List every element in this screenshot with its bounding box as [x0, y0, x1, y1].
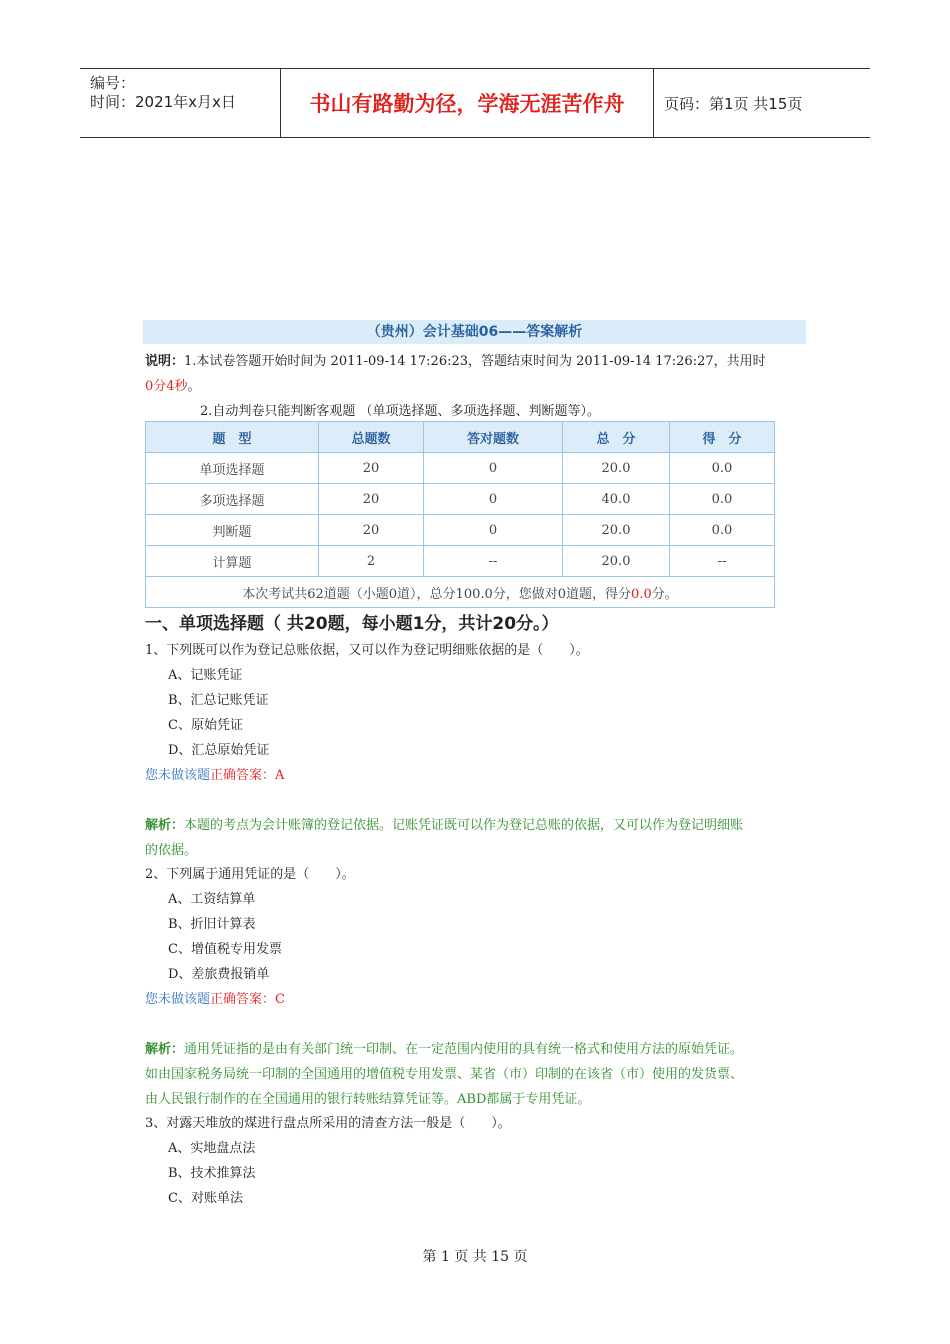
analysis-line: 的依据。 — [145, 843, 198, 858]
col-header-score: 得 分 — [670, 422, 775, 453]
cell: 0.0 — [670, 484, 775, 515]
option: A、工资结算单 — [168, 892, 256, 907]
cell: 计算题 — [146, 546, 319, 577]
option: B、汇总记账凭证 — [168, 693, 269, 708]
summary-text: 本次考试共62道题（小题0道），总分100.0分，您做对0道题，得分 — [242, 586, 632, 602]
note-1-end: 。 — [187, 379, 201, 394]
header-meta — [80, 69, 281, 137]
table-header-row — [146, 422, 775, 453]
note-line-1 — [145, 350, 766, 369]
motto: 书山有路勤为径，学海无涯苦作舟 — [281, 69, 654, 137]
not-done-label: 您未做该题 — [145, 768, 211, 783]
document-title: （贵州）会计基础06——答案解析 — [143, 320, 806, 344]
option: C、对账单法 — [168, 1191, 243, 1206]
cell: 0.0 — [670, 515, 775, 546]
analysis-line — [145, 814, 743, 833]
col-header-total-score: 总 分 — [563, 422, 670, 453]
table-row — [146, 484, 775, 515]
cell: 20 — [319, 515, 424, 546]
analysis-line: 由人民银行制作的在全国通用的银行转账结算凭证等。ABD都属于专用凭证。 — [145, 1092, 591, 1107]
cell: -- — [670, 546, 775, 577]
analysis-label: 解析： — [145, 1042, 185, 1057]
note-line-2: 2.自动判卷只能判断客观题 （单项选择题、多项选择题、判断题等）。 — [200, 404, 601, 419]
summary-score: 0.0 — [631, 586, 652, 602]
table-row — [146, 515, 775, 546]
cell: 判断题 — [146, 515, 319, 546]
option: D、汇总原始凭证 — [168, 743, 270, 758]
analysis-text: 通用凭证指的是由有关部门统一印制、在一定范围内使用的具有统一格式和使用方法的原始凭证。 — [184, 1042, 744, 1057]
cell: 40.0 — [563, 484, 670, 515]
score-table — [145, 421, 775, 608]
question-3: 3、对露天堆放的煤进行盘点所采用的清查方法一般是（ ）。 — [145, 1116, 511, 1131]
option: A、实地盘点法 — [168, 1141, 256, 1156]
elapsed-time: 0分4秒 — [145, 379, 188, 394]
answer-line — [145, 988, 285, 1007]
col-header-type: 题 型 — [146, 422, 319, 453]
cell: 20.0 — [563, 515, 670, 546]
cell: 20 — [319, 484, 424, 515]
cell: 20.0 — [563, 546, 670, 577]
note-prefix: 说明： — [145, 354, 185, 369]
analysis-label: 解析： — [145, 818, 185, 833]
option: C、增值税专用发票 — [168, 942, 282, 957]
cell: -- — [424, 546, 563, 577]
cell: 20 — [319, 453, 424, 484]
question-1: 1、下列既可以作为登记总账依据，又可以作为登记明细账依据的是（ ）。 — [145, 643, 589, 658]
answer-line — [145, 764, 284, 783]
page-header — [80, 68, 870, 138]
note-line-1b — [145, 375, 201, 394]
summary-end: 分。 — [651, 586, 678, 602]
option: C、原始凭证 — [168, 718, 243, 733]
time-label: 时间：2021年x月x日 — [90, 93, 236, 111]
cell: 0.0 — [670, 453, 775, 484]
col-header-total-count: 总题数 — [319, 422, 424, 453]
number-label: 编号： — [90, 74, 136, 92]
page-info: 页码：第1页 共15页 — [664, 95, 803, 113]
col-header-correct-count: 答对题数 — [424, 422, 563, 453]
cell: 多项选择题 — [146, 484, 319, 515]
cell: 0 — [424, 453, 563, 484]
cell: 单项选择题 — [146, 453, 319, 484]
option: D、差旅费报销单 — [168, 967, 270, 982]
option: A、记账凭证 — [168, 668, 243, 683]
note-1-text: 1.本试卷答题开始时间为 2011-09-14 17:26:23，答题结束时间为 2011-09-14 17:26:27，共用时 — [184, 354, 766, 369]
not-done-label: 您未做该题 — [145, 992, 211, 1007]
cell: 2 — [319, 546, 424, 577]
page-footer: 第 1 页 共 15 页 — [422, 1249, 528, 1265]
cell: 20.0 — [563, 453, 670, 484]
summary-cell — [146, 577, 775, 608]
option: B、折旧计算表 — [168, 917, 256, 932]
analysis-text: 本题的考点为会计账簿的登记依据。记账凭证既可以作为登记总账的依据，又可以作为登记明细账 — [184, 818, 744, 833]
correct-answer: 正确答案：C — [210, 992, 285, 1007]
summary-row — [146, 577, 775, 608]
analysis-line: 如由国家税务局统一印制的全国通用的增值税专用发票、某省（市）印制的在该省（市）使用的发货票、 — [145, 1067, 744, 1082]
table-row — [146, 453, 775, 484]
correct-answer: 正确答案：A — [210, 768, 285, 783]
question-2: 2、下列属于通用凭证的是（ ）。 — [145, 867, 355, 882]
analysis-line — [145, 1038, 743, 1057]
option: B、技术推算法 — [168, 1166, 256, 1181]
cell: 0 — [424, 515, 563, 546]
cell: 0 — [424, 484, 563, 515]
section-title: 一、单项选择题（ 共20题，每小题1分，共计20分。） — [145, 614, 559, 634]
table-row — [146, 546, 775, 577]
